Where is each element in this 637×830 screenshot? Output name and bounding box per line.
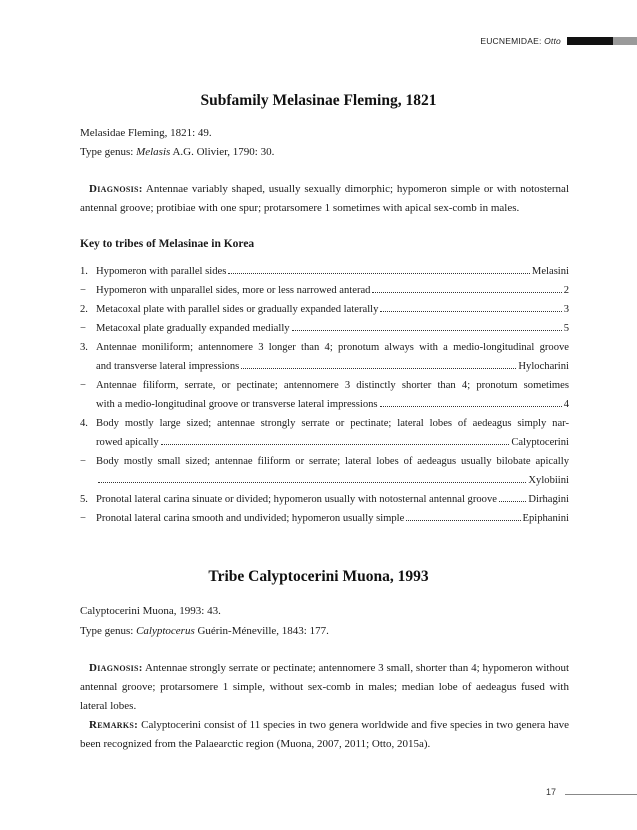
key-entry-result: Melasini xyxy=(531,266,569,277)
tribe-diagnosis xyxy=(80,659,569,716)
key-entry xyxy=(80,414,569,452)
key-entry xyxy=(80,376,569,414)
key-entry-text: Antennae moniliform; antennomere 3 longer than 4; pronotum always with a medio-longitudinal groove xyxy=(96,342,569,353)
key-entry-result: Epiphanini xyxy=(522,513,569,524)
diagnosis-label: Diagnosis: xyxy=(89,662,143,674)
remarks-label: Remarks: xyxy=(89,719,139,731)
footer-rule xyxy=(565,794,637,795)
leader-dots xyxy=(292,330,562,331)
diagnosis-text: Antennae variably shaped, usually sexually dimorphic; hypomeron simple or with notosternal antennal groove; protibiae with one spur; protarsomere 1 sometimes with apical sex-comb in males. xyxy=(80,183,569,214)
key-entry-number: 2. xyxy=(80,304,88,315)
tribe-synonym: Calyptocerini Muona, 1993: 43. xyxy=(80,605,221,617)
remarks-text: Calyptocerini consist of 11 species in two genera worldwide and five species in two genera have been recognized from the Palaearctic region (Muona, 2007, 2011; Otto, 2015a). xyxy=(80,719,569,750)
key-entry-result: 4 xyxy=(563,399,569,410)
type-genus-prefix: Type genus: xyxy=(80,625,137,637)
key-entry-number: − xyxy=(80,285,86,296)
key-couplets xyxy=(80,262,569,528)
leader-dots xyxy=(380,311,561,312)
key-entry-number: 5. xyxy=(80,494,88,505)
key-entry-text: Hypomeron with parallel sides xyxy=(96,266,227,277)
key-entry-result: 2 xyxy=(563,285,569,296)
key-entry-number: − xyxy=(80,456,86,467)
page-number: 17 xyxy=(546,787,557,797)
key-entry xyxy=(80,509,569,528)
subfamily-diagnosis xyxy=(80,180,569,218)
tribe-title: Tribe Calyptocerini Muona, 1993 xyxy=(208,568,429,585)
key-entry-result: Dirhagini xyxy=(528,494,569,505)
key-entry xyxy=(80,281,569,300)
key-entry-text-cont: with a medio-longitudinal groove or transverse lateral impressions xyxy=(96,399,378,410)
tribe-type-genus xyxy=(80,624,329,638)
header-author: Otto xyxy=(544,36,561,46)
key-entry-number: − xyxy=(80,513,86,524)
key-entry-result: Calyptocerini xyxy=(511,437,569,448)
key-entry-number: 4. xyxy=(80,418,88,429)
type-genus-name: Melasis xyxy=(136,146,171,158)
leader-dots xyxy=(380,406,562,407)
key-title: Key to tribes of Melasinae in Korea xyxy=(80,238,255,250)
subfamily-title: Subfamily Melasinae Fleming, 1821 xyxy=(200,92,437,109)
key-entry-number: 3. xyxy=(80,342,88,353)
key-entry xyxy=(80,338,569,376)
type-genus-prefix: Type genus: xyxy=(80,146,137,158)
key-entry-text: Pronotal lateral carina smooth and undivided; hypomeron usually simple xyxy=(96,513,405,524)
key-entry xyxy=(80,319,569,338)
header-bar-tail xyxy=(613,37,637,45)
type-genus-name: Calyptocerus xyxy=(136,625,195,637)
key-entry-text: Antennae filiform, serrate, or pectinate; antennomere 3 distinctly shorter than 4; pronotum sometimes xyxy=(96,380,569,391)
key-entry-number: − xyxy=(80,380,86,391)
leader-dots xyxy=(372,292,561,293)
key-entry-text: Metacoxal plate gradually expanded medially xyxy=(96,323,290,334)
key-entry-text: Pronotal lateral carina sinuate or divided; hypomeron usually with notosternal antennal groove xyxy=(96,494,497,505)
leader-dots xyxy=(228,273,530,274)
subfamily-type-genus xyxy=(80,145,274,159)
leader-dots xyxy=(161,444,510,445)
key-entry xyxy=(80,300,569,319)
key-entry-result: Xylobiini xyxy=(528,475,569,486)
header-text xyxy=(480,36,561,46)
key-entry-text: Metacoxal plate with parallel sides or gradually expanded laterally xyxy=(96,304,379,315)
key-entry xyxy=(80,490,569,509)
key-entry-text: Hypomeron with unparallel sides, more or less narrowed anterad xyxy=(96,285,371,296)
key-entry-result: Hylocharini xyxy=(518,361,569,372)
key-entry-text-cont: and transverse lateral impressions xyxy=(96,361,240,372)
running-header xyxy=(480,35,637,47)
tribe-remarks xyxy=(80,716,569,754)
header-bar xyxy=(567,37,613,45)
key-entry-number: 1. xyxy=(80,266,88,277)
type-genus-suffix: A.G. Olivier, 1790: 30. xyxy=(170,146,275,158)
leader-dots xyxy=(406,520,520,521)
leader-dots xyxy=(499,501,526,502)
key-entry xyxy=(80,262,569,281)
header-family: EUCNEMIDAE: xyxy=(480,36,545,46)
type-genus-suffix: Guérin-Méneville, 1843: 177. xyxy=(194,625,329,637)
key-entry-result: 5 xyxy=(563,323,569,334)
diagnosis-text: Antennae strongly serrate or pectinate; antennomere 3 small, shorter than 4; hypomeron without antennal groove; protarsomere 1 simple, without sex-comb in males; median lobe of aedeagus fused with lateral lobes. xyxy=(80,662,569,712)
leader-dots xyxy=(98,482,526,483)
leader-dots xyxy=(241,368,516,369)
diagnosis-label: Diagnosis: xyxy=(89,183,143,195)
key-entry-number: − xyxy=(80,323,86,334)
key-entry-text: Body mostly large sized; antennae strongly serrate or pectinate; lateral lobes of aedeagus simply nar- xyxy=(96,418,569,429)
key-entry-result: 3 xyxy=(563,304,569,315)
key-entry-text-cont: rowed apically xyxy=(96,437,159,448)
subfamily-synonym: Melasidae Fleming, 1821: 49. xyxy=(80,127,212,139)
key-entry xyxy=(80,452,569,490)
key-entry-text: Body mostly small sized; antennae filiform or serrate; lateral lobes of aedeagus usually bilobate apically xyxy=(96,456,569,467)
